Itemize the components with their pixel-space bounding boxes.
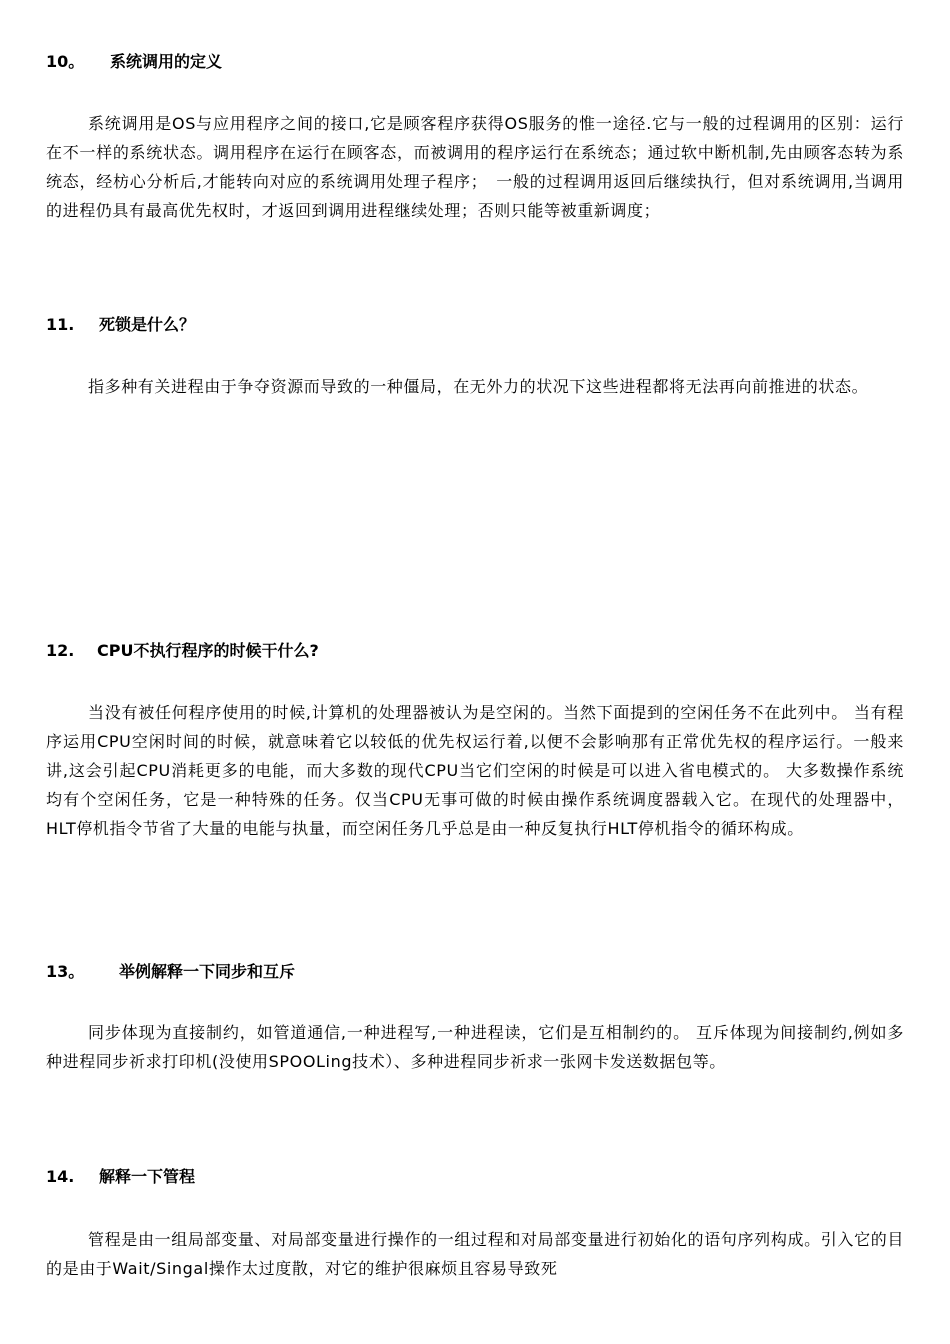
section-number: 13。	[46, 962, 85, 981]
section-number: 14.	[46, 1167, 75, 1186]
section-14-body: 管程是由一组局部变量、对局部变量进行操作的一组过程和对局部变量进行初始化的语句序列构成。引入它的目的是由于Wait/Singal操作太过度散，对它的维护很麻烦且容易导致死	[46, 1230, 904, 1278]
section-title: CPU不执行程序的时候干什么?	[97, 641, 319, 660]
section-10-body: 系统调用是OS与应用程序之间的接口,它是顾客程序获得OS服务的惟一途径.它与一般的过程调用的区别：运行在不一样的系统状态。调用程序在运行在顾客态，而被调用的程序运行在系统态；通过软中断机制,先由顾客态转为系统态，经枋心分析后,才能转向对应的系统调用处理子程序； 一般的过程调用返回后继续执行，但对系统调用,当调用的进程仍具有最高优先权时，才返回到调用进程继续处理；否则只能等被重新调度；	[46, 114, 904, 220]
section-number: 11.	[46, 315, 75, 334]
section-14-heading	[46, 1166, 195, 1188]
section-13-heading	[46, 961, 295, 983]
section-number: 12.	[46, 641, 75, 660]
section-12-body: 当没有被任何程序使用的时候,计算机的处理器被认为是空闲的。当然下面提到的空闲任务不在此列中。 当有程序运用CPU空闲时间的时候，就意味着它以较低的优先权运行着,以便不会影响那有正常优先权的程序运行。一般来讲,这会引起CPU消耗更多的电能，而大多数的现代CPU当它们空闲的时候是可以进入省电模式的。 大多数操作系统均有个空闲任务，它是一种特殊的任务。仅当CPU无事可做的时候由操作系统调度器载入它。在现代的处理器中，HLT停机指令节省了大量的电能与执量，而空闲任务几乎总是由一种反复执行HLT停机指令的循环构成。	[46, 703, 904, 838]
section-11-body: 指多种有关进程由于争夺资源而导致的一种僵局，在无外力的状况下这些进程都将无法再向前推进的状态。	[88, 377, 869, 396]
section-12-heading	[46, 640, 319, 662]
section-title: 死锁是什么？	[99, 315, 196, 334]
section-10-heading	[46, 51, 222, 73]
section-title: 解释一下管程	[99, 1167, 196, 1186]
section-11-heading	[46, 314, 195, 336]
section-title: 举例解释一下同步和互斥	[119, 962, 296, 981]
section-title: 系统调用的定义	[110, 52, 223, 71]
section-number: 10。	[46, 52, 85, 71]
section-13-body: 同步体现为直接制约，如管道通信,一种进程写,一种进程读，它们是互相制约的。 互斥体现为间接制约,例如多种进程同步祈求打印机(没使用SPOOLing技术）、多种进程同步祈求一张网卡发送数据包等。	[46, 1023, 904, 1071]
